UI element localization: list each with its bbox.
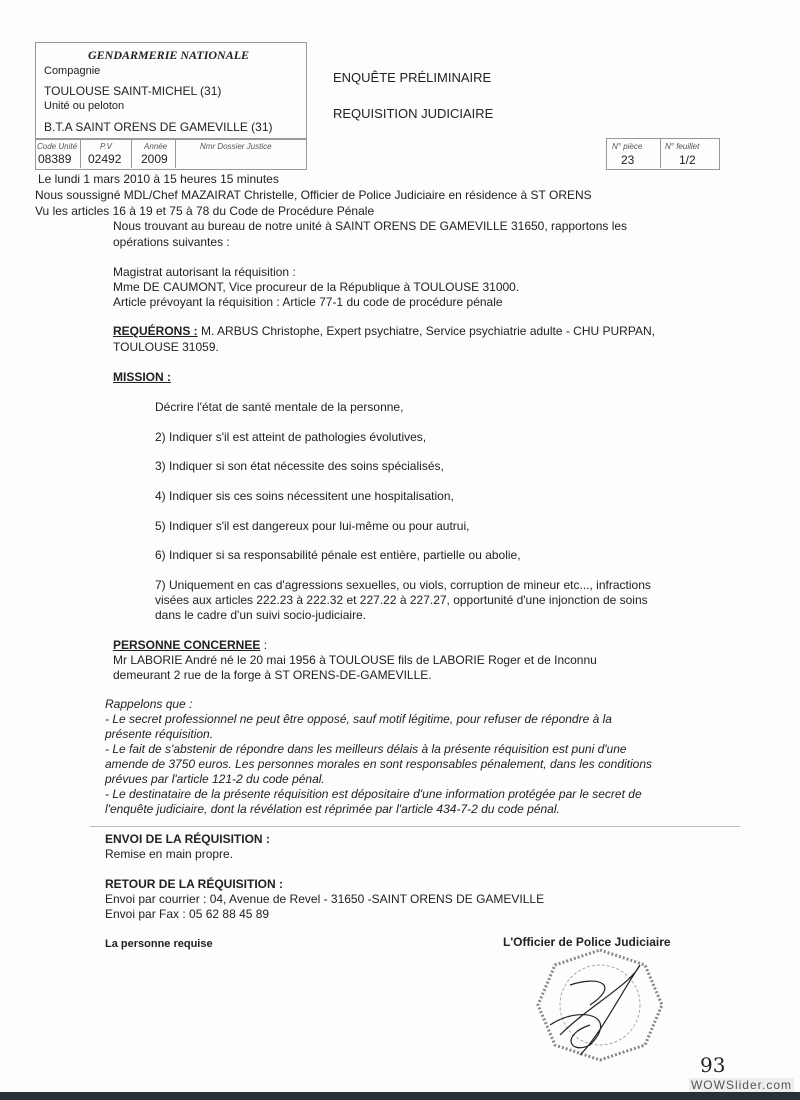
pv: 02492	[88, 152, 122, 166]
intro-line: Vu les articles 16 à 19 et 75 à 78 du Code de Procédure Pénale	[35, 204, 375, 218]
piece-label: N° pièce	[612, 142, 643, 151]
feuillet: 1/2	[679, 153, 696, 167]
org-name: GENDARMERIE NATIONALE	[88, 48, 250, 62]
officier-label: L'Officier de Police Judiciaire	[503, 935, 671, 949]
retour-line: Envoi par courrier : 04, Avenue de Revel - 31650 -SAINT ORENS DE GAMEVILLE	[105, 892, 545, 906]
personne-line: Mr LABORIE André né le 20 mai 1956 à TOULOUSE fils de LABORIE Roger et de Inconnu	[113, 653, 597, 667]
divider	[131, 138, 132, 168]
rappel-line: présente réquisition.	[105, 727, 214, 741]
envoi-text: Remise en main propre.	[105, 847, 234, 861]
rappel-line: prévues par l'article 121-2 du code pénal.	[105, 772, 325, 786]
intro-line: Nous trouvant au bureau de notre unité à SAINT ORENS DE GAMEVILLE 31650, rapportons les	[113, 219, 628, 233]
rappel-line: - Le destinataire de la présente réquisition est dépositaire d'une information protégée par le secret de	[105, 787, 642, 801]
retour-label: RETOUR DE LA RÉQUISITION :	[105, 877, 284, 891]
separator-line	[90, 826, 740, 827]
compagnie-label: Compagnie	[44, 65, 101, 77]
mission-item: 3) Indiquer si son état nécessite des soins spécialisés,	[155, 459, 444, 473]
requerons-text: M. ARBUS Christophe, Expert psychiatre, Service psychiatrie adulte - CHU PURPAN,	[197, 324, 655, 338]
official-stamp-signature	[530, 945, 670, 1065]
rappel-line: amende de 3750 euros. Les personnes morales en sont responsables pénalement, dans les conditions	[105, 757, 653, 771]
document-page: GENDARMERIE NATIONALE Compagnie TOULOUSE SAINT-MICHEL (31) Unité ou peloton B.T.A SAINT ORENS DE GAMEVILLE (31) Code Unité 08389 P.V 02492 Année 2009 Nmr Dossier Justice N° pièce 23 N° feuillet 1/2 ENQUÊTE PRÉLIMINAIRE REQUISITION JUDICIAIRE Le lundi 1 mars 2010 à 15 heures 15 minutes Nous soussigné MDL/Chef MAZAIRAT Christelle, Officier de Police Judiciaire en résidence à ST ORENS Vu les articles 16 à 19 et 75 à 78 du Code de Procédure Pénale Nous trouvant au bureau de notre unité à SAINT ORENS DE GAMEVILLE 31650, rapportons les opérations suivantes : Magistrat autorisant la réquisition : Mme DE CAUMONT, Vice procureur de la République à TOULOUSE 31000. Article prévoyant la réquisition : Article 77-1 du code de procédure pénale REQUÉRONS : M. ARBUS Christophe, Expert psychiatre, Service psychiatrie adulte - CHU PURPAN, TOULOUSE 31059. MISSION : Décrire l'état de santé mentale de la personne, 2) Indiquer s'il est atteint de pathologies évolutives, 3) Indiquer si son état nécessite des soins spécialisés, 4) Indiquer sis ces soins nécessitent une hospitalisation, 5) Indiquer s'il est dangereux pour lui-même ou pour autrui, 6) Indiquer si sa responsabilité pénale est entière, partielle ou abolie, 7) Uniquement en cas d'agressions sexuelles, ou viols, corruption de mineur etc..., infractions visées aux articles 222.23 à 222.32 et 227.22 à 227.27, opportunité d'une injonction de soins dans le cadre d'un suivi socio-judiciaire. PERSONNE CONCERNEE : Mr LABORIE André né le 20 mai 1956 à TOULOUSE fils de LABORIE Roger et de Inconnu demeurant 2 rue de la forge à ST ORENS-DE-GAMEVILLE. Rappelons que : - Le secret professionnel ne peut être opposé, sauf motif légitime, pour refuser de répondre à la présente réquisition. - Le fait de s'abstenir de répondre dans les meilleurs délais à la présente réquisition est puni d'une amende de 3750 euros. Les personnes morales en sont responsables pénalement, dans les conditions prévues par l'article 121-2 du code pénal. - Le destinataire de la présente réquisition est dépositaire d'une information protégée par le secret de l'enquête judiciaire, dont la révélation est réprimée par l'article 434-7-2 du code pénal. ENVOI DE LA RÉQUISITION : Remise en main propre. RETOUR DE LA RÉQUISITION : Envoi par courrier : 04, Avenue de Revel - 31650 -SAINT ORENS DE GAMEVILLE Envoi par Fax : 05 62 88 45 89 La personne requise L'Officier de Police Judiciaire 93 WOWSlider.com	[0, 0, 800, 1100]
mission-item: dans le cadre d'un suivi socio-judiciaire.	[155, 608, 367, 622]
mission-label: MISSION :	[113, 370, 172, 384]
dossier-label: Nmr Dossier Justice	[200, 142, 272, 151]
annee-label: Année	[144, 142, 168, 151]
watermark: WOWSlider.com	[690, 1078, 792, 1092]
magistrat-line: Magistrat autorisant la réquisition :	[113, 265, 296, 279]
divider	[660, 138, 661, 168]
requerons-label: REQUÉRONS :	[113, 324, 198, 338]
magistrat-line: Mme DE CAUMONT, Vice procureur de la République à TOULOUSE 31000.	[113, 280, 520, 294]
rappel-line: l'enquête judiciaire, dont la révélation est réprimée par l'article 434-7-2 du code pénal.	[105, 802, 560, 816]
bottom-bar	[0, 1092, 800, 1100]
title-enquete: ENQUÊTE PRÉLIMINAIRE	[333, 70, 492, 85]
intro-line: opérations suivantes :	[113, 235, 230, 249]
retour-line: Envoi par Fax : 05 62 88 45 89	[105, 907, 270, 921]
mission-item: visées aux articles 222.23 à 222.32 et 227.22 à 227.27, opportunité d'une injonction de soins	[155, 593, 648, 607]
feuillet-label: N° feuillet	[665, 142, 700, 151]
unite-label: Unité ou peloton	[44, 100, 125, 112]
pv-label: P.V	[100, 142, 112, 151]
rappel-line: Rappelons que :	[105, 697, 193, 711]
divider	[80, 138, 81, 168]
mission-item: 4) Indiquer sis ces soins nécessitent une hospitalisation,	[155, 489, 454, 503]
mission-item: 6) Indiquer si sa responsabilité pénale est entière, partielle ou abolie,	[155, 548, 521, 562]
requerons-text: TOULOUSE 31059.	[113, 340, 219, 354]
divider	[175, 138, 176, 168]
piece: 23	[621, 153, 635, 167]
intro-line: Le lundi 1 mars 2010 à 15 heures 15 minutes	[38, 172, 279, 186]
title-requisition: REQUISITION JUDICIAIRE	[333, 106, 494, 121]
handwritten-page-number: 93	[700, 1053, 726, 1077]
mission-item: 7) Uniquement en cas d'agressions sexuelles, ou viols, corruption de mineur etc..., infractions	[155, 578, 651, 592]
personne-requise-label: La personne requise	[105, 938, 213, 950]
rappel-line: - Le secret professionnel ne peut être opposé, sauf motif légitime, pour refuser de répondre à la	[105, 712, 612, 726]
annee: 2009	[141, 152, 168, 166]
mission-item: 5) Indiquer s'il est dangereux pour lui-même ou pour autrui,	[155, 519, 470, 533]
intro-line: Nous soussigné MDL/Chef MAZAIRAT Christelle, Officier de Police Judiciaire en résidence à ST ORENS	[35, 188, 592, 202]
mission-item: Décrire l'état de santé mentale de la personne,	[155, 400, 404, 414]
unite: B.T.A SAINT ORENS DE GAMEVILLE (31)	[44, 120, 273, 134]
personne-label: PERSONNE CONCERNEE	[113, 638, 261, 652]
personne-line: demeurant 2 rue de la forge à ST ORENS-DE-GAMEVILLE.	[113, 668, 432, 682]
magistrat-line: Article prévoyant la réquisition : Article 77-1 du code de procédure pénale	[113, 295, 503, 309]
envoi-label: ENVOI DE LA RÉQUISITION :	[105, 832, 270, 846]
code-unite-label: Code Unité	[37, 142, 78, 151]
rappel-line: - Le fait de s'abstenir de répondre dans les meilleurs délais à la présente réquisition est puni d'une	[105, 742, 627, 756]
mission-item: 2) Indiquer s'il est atteint de pathologies évolutives,	[155, 430, 427, 444]
code-unite: 08389	[38, 152, 72, 166]
compagnie: TOULOUSE SAINT-MICHEL (31)	[44, 84, 222, 98]
